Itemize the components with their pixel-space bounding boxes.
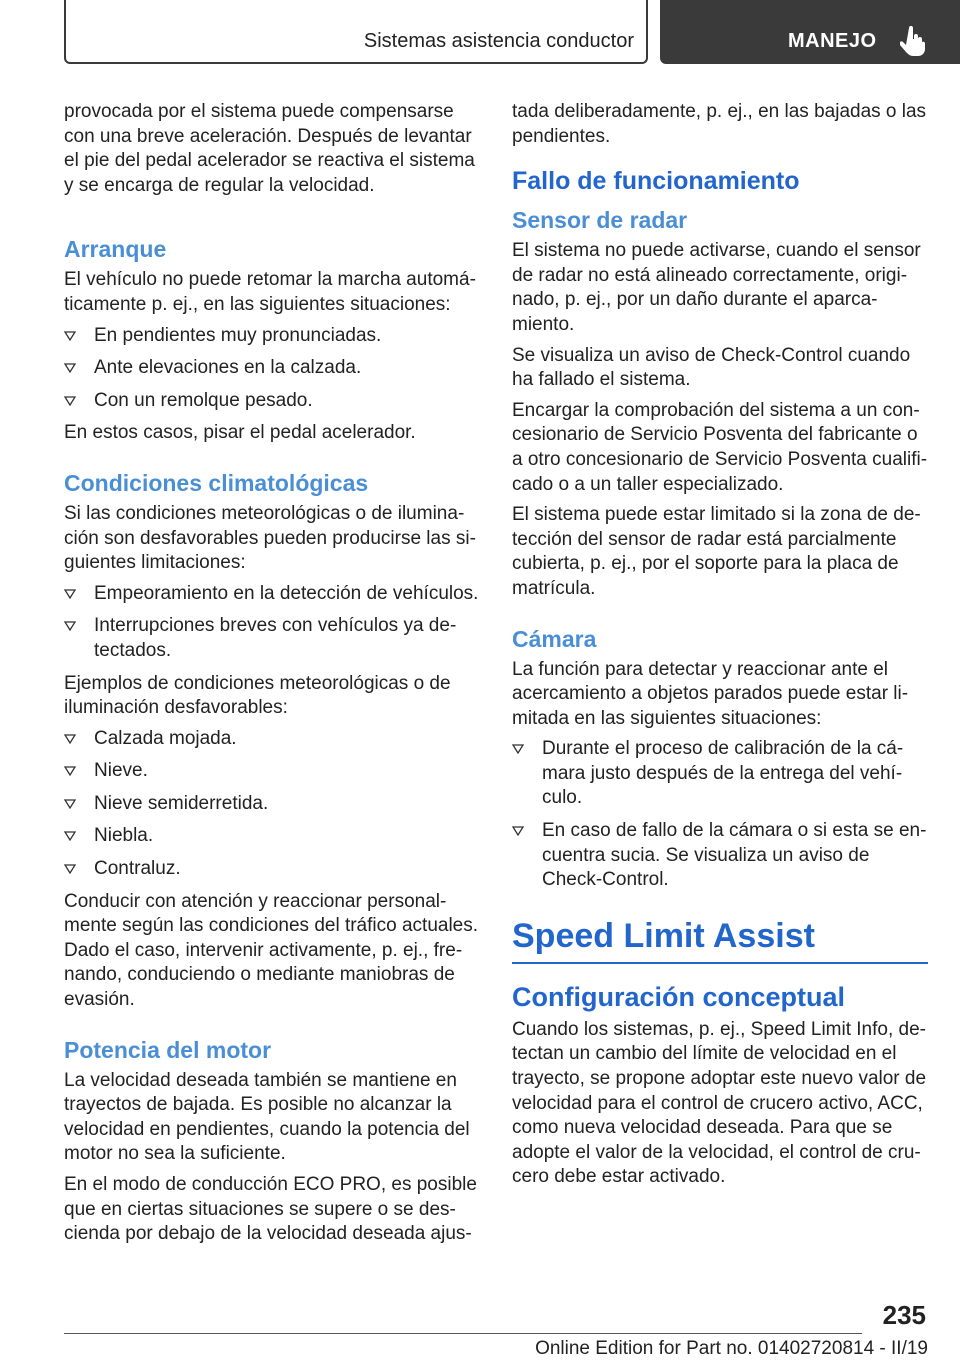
header-chapter-tab xyxy=(660,0,960,64)
triangle-bullet-icon xyxy=(64,799,76,809)
page-number: 235 xyxy=(882,1300,926,1330)
list-item-text: Contraluz. xyxy=(94,858,181,880)
list-item-text: Durante el proceso de calibración de la cámara justo después de la entrega del vehículo. xyxy=(542,738,904,809)
list-item xyxy=(64,792,480,817)
paragraph: Si las condiciones meteorológicas o de iluminación son desfavorables pueden producirse las siguientes limitaciones: xyxy=(64,502,476,574)
list-item-text: En pendientes muy pronunciadas. xyxy=(94,324,382,346)
paragraph: tada deliberadamente, p. ej., en las bajadas o las pendientes. xyxy=(512,101,927,147)
list-item xyxy=(64,727,480,752)
paragraph: Se visualiza un aviso de Check-Control cuando ha fallado el sistema. xyxy=(512,344,911,391)
paragraph: En el modo de conducción ECO PRO, es posible que en ciertas situaciones se supere o se descienda por debajo de la velocidad deseada ajus- xyxy=(64,1174,477,1245)
triangle-bullet-icon xyxy=(64,766,76,776)
paragraph: El sistema puede estar limitado si la zona de detección del sensor de radar está parcialmente cubierta, p. ej., por el soporte para la placa de matrícula. xyxy=(512,504,921,599)
right-column xyxy=(512,100,928,1196)
heading-potencia-del-motor: Potencia del motor xyxy=(64,1036,272,1063)
paragraph: Ejemplos de condiciones meteorológicas o de iluminación desfavorables: xyxy=(64,672,451,719)
list-item xyxy=(64,582,480,607)
triangle-bullet-icon xyxy=(64,734,76,744)
triangle-bullet-icon xyxy=(512,826,524,836)
heading-fallo-de-funcionamiento: Fallo de funcionamiento xyxy=(512,167,800,196)
header-section-title: Sistemas asistencia conductor xyxy=(363,30,634,52)
left-column xyxy=(64,100,480,1253)
heading-condiciones-climatologicas: Condiciones climatológicas xyxy=(64,469,369,496)
triangle-bullet-icon xyxy=(64,589,76,599)
heading-configuracion-conceptual: Configuración conceptual xyxy=(512,981,846,1012)
list-item xyxy=(64,759,480,784)
list-item-text: Con un remolque pesado. xyxy=(94,389,313,411)
heading-sensor-de-radar: Sensor de radar xyxy=(512,207,688,234)
list-item-text: Ante elevaciones en la calzada. xyxy=(94,357,362,379)
list-item-text: En caso de fallo de la cámara o si esta se encuentra sucia. Se visualiza un aviso de Check-Control. xyxy=(542,820,927,891)
paragraph: Encargar la comprobación del sistema a un concesionario de Servicio Posventa del fabricante o a otro concesionario de Servicio Posventa cualificado o a un taller especializado. xyxy=(512,399,928,495)
paragraph: El sistema no puede activarse, cuando el sensor de radar no está alineado correctamente, originado, p. ej., por un daño durante el aparcamiento. xyxy=(512,240,921,335)
header-section-box xyxy=(64,0,648,64)
list-item-text: Nieve semiderretida. xyxy=(94,792,269,814)
heading-arranque: Arranque xyxy=(64,236,167,263)
triangle-bullet-icon xyxy=(64,331,76,341)
footer-edition: Online Edition for Part no. 01402720814 - II/19 xyxy=(535,1338,928,1359)
triangle-bullet-icon xyxy=(512,744,524,754)
heading-camara: Cámara xyxy=(512,625,597,652)
list-item xyxy=(512,737,928,811)
paragraph: Conducir con atención y reaccionar personalmente según las condiciones del tráfico actuales. Dado el caso, intervenir activamente, p. ej., frenando, conduciendo o mediante maniobras de evasión. xyxy=(64,890,479,1011)
triangle-bullet-icon xyxy=(64,831,76,841)
list-item xyxy=(64,389,480,414)
triangle-bullet-icon xyxy=(64,363,76,373)
list-item-text: Nieve. xyxy=(94,760,148,782)
bullet-list xyxy=(64,727,480,882)
bullet-list xyxy=(64,582,480,664)
list-item xyxy=(64,857,480,882)
list-item xyxy=(512,819,928,893)
heading-speed-limit-assist: Speed Limit Assist xyxy=(512,913,928,964)
bullet-list xyxy=(64,324,480,414)
header-chapter-label: MANEJO xyxy=(788,30,877,52)
list-item xyxy=(64,824,480,849)
footer-divider xyxy=(64,1333,862,1334)
bullet-list xyxy=(512,737,928,893)
paragraph: La función para detectar y reaccionar ante el acercamiento a objetos parados puede estar limitada en las siguientes situaciones: xyxy=(512,658,909,729)
paragraph: La velocidad deseada también se mantiene en trayectos de bajada. Es posible no alcanzar la velocidad en pendientes, cuando la potencia del motor no sea la suficiente. xyxy=(64,1069,470,1165)
hand-pointer-icon xyxy=(900,26,926,56)
list-item xyxy=(64,324,480,349)
list-item-text: Interrupciones breves con vehículos ya detectados. xyxy=(94,615,457,661)
paragraph: En estos casos, pisar el pedal acelerador. xyxy=(64,422,416,444)
list-item-text: Niebla. xyxy=(94,825,154,847)
list-item-text: Empeoramiento en la detección de vehículos. xyxy=(94,582,479,604)
paragraph: provocada por el sistema puede compensarse con una breve aceleración. Después de levantar el pie del pedal acelerador se reactiva el sistema y se encarga de regular la velocidad. xyxy=(64,101,475,196)
list-item xyxy=(64,614,480,663)
triangle-bullet-icon xyxy=(64,864,76,874)
triangle-bullet-icon xyxy=(64,621,76,631)
paragraph: Cuando los sistemas, p. ej., Speed Limit Info, detectan un cambio del límite de velocidad en el trayecto, se propone adoptar este nuevo valor de velocidad para el control de crucero activo, ACC, como nueva velocidad deseada. Para que se adopte el valor de la velocidad, el control de crucero debe estar activado. xyxy=(512,1018,927,1188)
triangle-bullet-icon xyxy=(64,396,76,406)
paragraph: El vehículo no puede retomar la marcha automáticamente p. ej., en las siguientes situaciones: xyxy=(64,269,476,315)
list-item xyxy=(64,356,480,381)
list-item-text: Calzada mojada. xyxy=(94,727,237,749)
